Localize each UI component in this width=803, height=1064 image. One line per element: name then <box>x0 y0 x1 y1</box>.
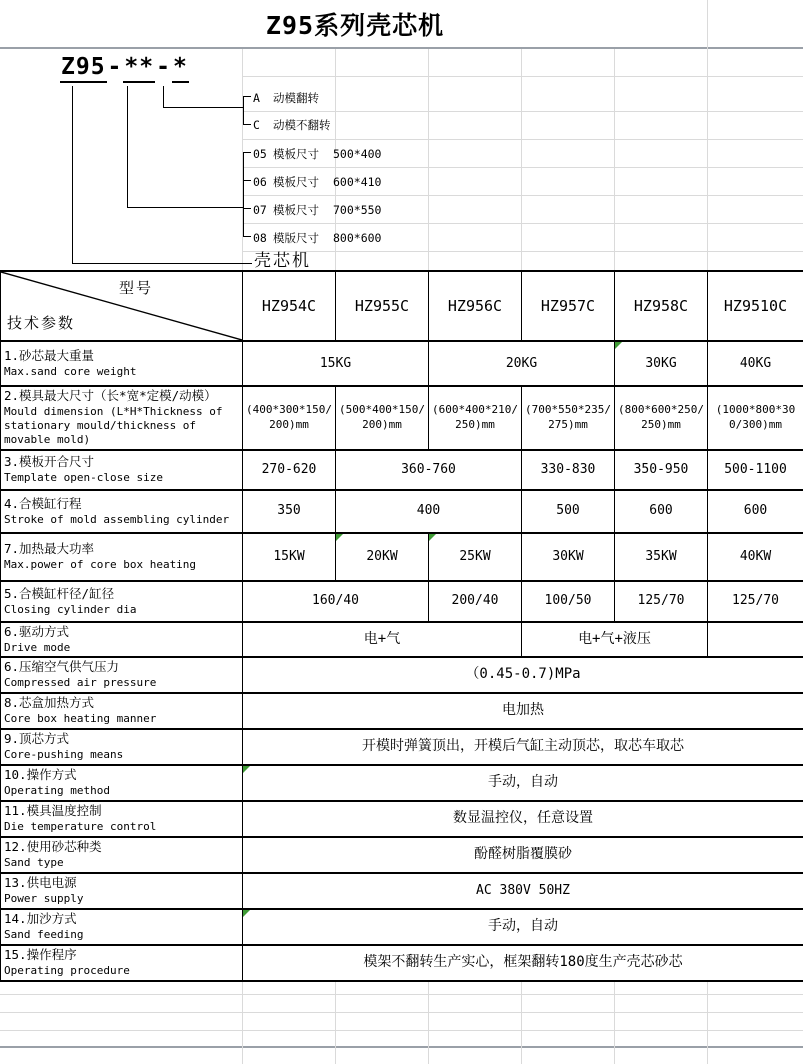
diagram-bracket <box>243 96 244 125</box>
gridline <box>614 978 615 1064</box>
spec-value: 35KW <box>615 533 708 581</box>
spec-label-en: Core-pushing means <box>4 748 124 762</box>
spec-value: 开模时弹簧顶出，开模后气缸主动顶芯，取芯车取芯 <box>243 729 803 765</box>
spec-value: 手动，自动 <box>243 765 803 801</box>
gridline <box>521 978 522 1064</box>
diagram-tick <box>243 96 251 97</box>
table-row <box>1 386 803 450</box>
spec-value: 20KW <box>336 533 429 581</box>
spec-value: 30KG <box>615 341 708 386</box>
gridline <box>242 223 803 224</box>
spec-value: 350 <box>243 490 336 533</box>
size-option-code: 06 <box>253 175 267 189</box>
table-row <box>1 945 803 981</box>
spec-row-label <box>1 386 243 450</box>
gridline <box>614 49 615 270</box>
gridline <box>242 111 803 112</box>
model-column-header: HZ958C <box>615 271 708 341</box>
spec-label-zh: 14.加沙方式 <box>4 911 77 927</box>
diagram-tick <box>243 208 251 209</box>
spec-label-en: Closing cylinder dia <box>4 602 137 616</box>
spec-value: 350-950 <box>615 450 708 490</box>
diagram-line <box>127 207 244 208</box>
spec-row-label <box>1 450 243 490</box>
spec-label-zh: 15.操作程序 <box>4 947 77 963</box>
table-row <box>1 657 803 693</box>
corner-model-label: 型号 <box>119 279 154 297</box>
spec-value: 360-760 <box>336 450 522 490</box>
spec-value: 500-1100 <box>708 450 803 490</box>
diagram-tick <box>243 236 251 237</box>
spec-row-label <box>1 945 243 981</box>
gridline <box>707 978 708 1064</box>
diagram-tick <box>243 124 251 125</box>
spec-value: 160/40 <box>243 581 429 622</box>
spec-label-zh: 1.砂芯最大重量 <box>4 347 95 363</box>
spec-label-en: Core box heating manner <box>4 712 157 726</box>
size-option-value: 600*410 <box>333 175 382 189</box>
spec-label-zh: 6.驱动方式 <box>4 623 70 639</box>
spec-value: (400*300*150/200)mm <box>243 386 336 450</box>
corner-params-label: 技术参数 <box>7 314 76 332</box>
size-option-label: 模板尺寸 <box>273 203 319 217</box>
gridline <box>335 978 336 1064</box>
table-row <box>1 341 803 386</box>
spec-value: (600*400*210/250)mm <box>429 386 522 450</box>
spec-value: 100/50 <box>522 581 615 622</box>
size-option-value: 700*550 <box>333 203 382 217</box>
spec-value: 15KW <box>243 533 336 581</box>
spec-value: 125/70 <box>615 581 708 622</box>
spec-value: 330-830 <box>522 450 615 490</box>
spec-value: 模架不翻转生产实心，框架翻转180度生产壳芯砂芯 <box>243 945 803 981</box>
diagram-line <box>72 86 73 264</box>
size-option-label: 模板尺寸 <box>273 147 319 161</box>
spec-label-zh: 3.模板开合尺寸 <box>4 454 95 470</box>
spec-row-label <box>1 693 243 729</box>
model-code-mid: ** <box>123 54 155 83</box>
size-option <box>253 174 381 190</box>
table-row <box>1 765 803 801</box>
table-row <box>1 533 803 581</box>
spec-row-label <box>1 622 243 657</box>
diagram-tick <box>243 152 251 153</box>
size-option-code: 08 <box>253 231 267 245</box>
model-code-dash: - <box>156 54 171 80</box>
gridline <box>0 994 803 995</box>
spec-label-en: Sand type <box>4 856 64 870</box>
spec-label-en: Max.sand core weight <box>4 364 137 378</box>
spec-value: 手动，自动 <box>243 909 803 945</box>
spec-value: 600 <box>708 490 803 533</box>
size-option-code: 07 <box>253 203 267 217</box>
spec-label-en: Operating procedure <box>4 964 130 978</box>
model-column-header: HZ956C <box>429 271 522 341</box>
model-code-dash: - <box>107 54 123 80</box>
spec-value: (800*600*250/250)mm <box>615 386 708 450</box>
size-option-label: 模版尺寸 <box>273 231 319 245</box>
size-option-value: 500*400 <box>333 147 382 161</box>
title-divider-line <box>0 47 803 49</box>
model-column-header: HZ9510C <box>708 271 803 341</box>
flip-option-label: 动模翻转 <box>273 91 319 105</box>
table-row <box>1 450 803 490</box>
spec-row-label <box>1 873 243 909</box>
flip-option-code: C <box>253 118 260 132</box>
spec-value: 数显温控仪，任意设置 <box>243 801 803 837</box>
spec-value: (1000*800*300/300)mm <box>708 386 803 450</box>
spec-row-label <box>1 729 243 765</box>
spec-value: 30KW <box>522 533 615 581</box>
spec-row-label <box>1 657 243 693</box>
spec-row-label <box>1 765 243 801</box>
spec-value: 电+气+液压 <box>522 622 708 657</box>
diagram-bracket <box>243 152 244 237</box>
model-column-header: HZ955C <box>336 271 429 341</box>
gridline <box>428 49 429 270</box>
spec-value: 电加热 <box>243 693 803 729</box>
spec-value: 酚醛树脂覆膜砂 <box>243 837 803 873</box>
table-row <box>1 837 803 873</box>
spec-label-en: Operating method <box>4 784 110 798</box>
spec-label-zh: 4.合模缸行程 <box>4 495 82 511</box>
spec-value: 400 <box>336 490 522 533</box>
size-option <box>253 230 381 246</box>
spec-label-zh: 11.模具温度控制 <box>4 803 102 819</box>
gridline <box>0 1030 803 1031</box>
gridline <box>242 139 803 140</box>
gridline <box>242 167 803 168</box>
size-option <box>253 146 381 162</box>
table-row <box>1 873 803 909</box>
table-row <box>1 581 803 622</box>
spec-value: 40KW <box>708 533 803 581</box>
flip-option <box>253 117 331 133</box>
spec-value: 25KW <box>429 533 522 581</box>
spec-value <box>708 622 803 657</box>
spec-label-zh: 8.芯盒加热方式 <box>4 695 95 711</box>
spec-label-en: Drive mode <box>4 640 71 654</box>
gridline <box>0 1012 803 1013</box>
spec-label-zh: 5.合模缸杆径/缸径 <box>4 585 115 601</box>
page-title: Z95系列壳芯机 <box>265 11 445 40</box>
model-code-suffix: * <box>172 54 189 83</box>
table-row <box>1 622 803 657</box>
size-option-code: 05 <box>253 147 267 161</box>
spec-value: 20KG <box>429 341 615 386</box>
size-option <box>253 202 381 218</box>
gridline <box>242 251 803 252</box>
spec-value: 15KG <box>243 341 429 386</box>
diagram-line <box>127 86 128 207</box>
spec-value: 125/70 <box>708 581 803 622</box>
model-code-prefix: Z95 <box>60 54 107 83</box>
diagram-line <box>72 263 252 264</box>
spec-label-zh: 12.使用砂芯种类 <box>4 839 102 855</box>
spec-row-label <box>1 837 243 873</box>
spec-label-en: Power supply <box>4 892 84 906</box>
spec-value: 270-620 <box>243 450 336 490</box>
model-column-header: HZ957C <box>522 271 615 341</box>
table-row <box>1 693 803 729</box>
spec-value: （0.45-0.7)MPa <box>243 657 803 693</box>
spec-label-en: Die temperature control <box>4 820 157 834</box>
machine-type-label: 壳芯机 <box>254 251 311 271</box>
table-row <box>1 729 803 765</box>
spec-label-zh: 13.供电电源 <box>4 875 77 891</box>
spec-label-en: Mould dimension (L*H*Thickness of stationary mould/thickness of movable mold) <box>4 404 223 447</box>
spec-label-zh: 10.操作方式 <box>4 767 77 783</box>
spec-value: 600 <box>615 490 708 533</box>
flip-option <box>253 90 319 106</box>
spec-label-en: Compressed air pressure <box>4 676 157 690</box>
spec-label-en: Template open-close size <box>4 471 163 485</box>
spec-label-zh: 7.加热最大功率 <box>4 541 95 557</box>
spec-label-zh: 9.顶芯方式 <box>4 731 70 747</box>
flip-option-label: 动模不翻转 <box>273 118 331 132</box>
bottom-divider-line <box>0 1046 803 1048</box>
spec-value: AC 380V 50HZ <box>243 873 803 909</box>
model-code <box>60 54 189 83</box>
gridline <box>521 49 522 270</box>
corner-header-cell <box>1 271 243 341</box>
spec-row-label <box>1 909 243 945</box>
table-row <box>1 490 803 533</box>
spec-value: (700*550*235/275)mm <box>522 386 615 450</box>
spec-value: (500*400*150/200)mm <box>336 386 429 450</box>
diagram-line <box>163 86 164 108</box>
spec-row-label <box>1 801 243 837</box>
spec-label-zh: 2.模具最大尺寸（长*宽*定模/动模） <box>4 388 217 403</box>
spec-value: 500 <box>522 490 615 533</box>
table-row <box>1 801 803 837</box>
size-option-value: 800*600 <box>333 231 382 245</box>
flip-option-code: A <box>253 91 260 105</box>
spec-label-en: Max.power of core box heating <box>4 558 197 572</box>
gridline <box>242 76 803 77</box>
spec-label-en: Stroke of mold assembling cylinder <box>4 512 230 526</box>
gridline <box>242 978 243 1064</box>
diagram-tick <box>243 180 251 181</box>
spec-value: 200/40 <box>429 581 522 622</box>
spec-value: 电+气 <box>243 622 522 657</box>
spec-label-en: Sand feeding <box>4 928 84 942</box>
gridline <box>428 978 429 1064</box>
spec-row-label <box>1 533 243 581</box>
spec-table <box>0 270 803 982</box>
spec-row-label <box>1 341 243 386</box>
spec-row-label <box>1 490 243 533</box>
table-row <box>1 909 803 945</box>
diagram-line <box>163 107 244 108</box>
size-option-label: 模板尺寸 <box>273 175 319 189</box>
spec-value: 40KG <box>708 341 803 386</box>
model-column-header: HZ954C <box>243 271 336 341</box>
gridline <box>242 195 803 196</box>
spec-label-zh: 6.压缩空气供气压力 <box>4 659 120 675</box>
spec-row-label <box>1 581 243 622</box>
